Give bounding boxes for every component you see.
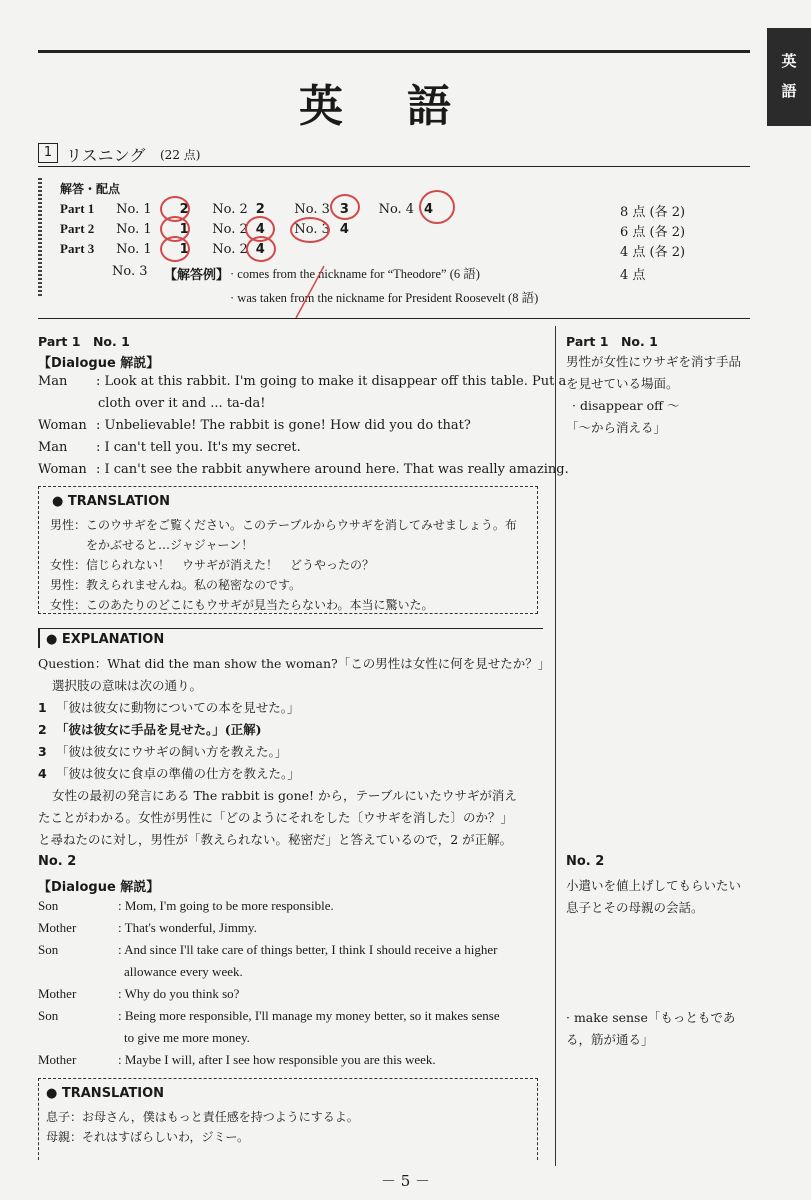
- dialogue-line: [38, 462, 569, 477]
- dialogue-line: [38, 1052, 436, 1068]
- side-note: 息子とその母親の会話。: [566, 900, 704, 915]
- choice-number: 4: [38, 766, 47, 781]
- translation-line: 女性：このあたりのどこにもウサギが見当たらないわ。本当に驚いた。: [50, 598, 434, 612]
- choice-correct: [38, 720, 262, 738]
- line-text: : Mom, I'm going to be more responsible.: [118, 898, 334, 913]
- side-vocab: 「～から消える」: [566, 420, 667, 435]
- answer-value: 1: [179, 222, 189, 237]
- side-heading: No. 2: [566, 854, 605, 869]
- speaker: Mother: [38, 1052, 77, 1067]
- translation-line: 男性：このウサギをご覧ください。このテーブルからウサギを消してみせましょう。布: [50, 518, 517, 532]
- example-answer-2: · was taken from the nickname for President Roosevelt (8 語): [230, 291, 539, 305]
- points-part2: 6 点 (各 2): [620, 225, 686, 240]
- answer-heading: 解答・配点: [60, 182, 121, 196]
- question-number: No. 1: [116, 222, 152, 237]
- page-title: 英 語: [299, 81, 461, 132]
- speaker: Man: [38, 374, 68, 389]
- top-rule: [38, 50, 750, 53]
- question-number: No. 2: [212, 222, 248, 237]
- choice-text: 「彼は彼女に食卓の準備の仕方を教えた。」: [56, 766, 300, 781]
- page-number: － 5 －: [380, 1172, 431, 1190]
- red-circle-mark: [330, 194, 360, 220]
- section-points: (22 点): [160, 148, 201, 162]
- answer-value: 4: [255, 222, 265, 237]
- question-number: No. 1: [116, 242, 152, 257]
- line-text: : Unbelievable! The rabbit is gone! How did you do that?: [96, 418, 471, 433]
- red-circle-mark: [160, 236, 190, 262]
- dialogue-line: [38, 440, 301, 455]
- line-text: : That's wonderful, Jimmy.: [118, 920, 257, 935]
- analysis-line: たことがわかる。女性が男性に「どのようにそれをした〔ウサギを消した〕のか？」: [38, 810, 514, 825]
- dialogue-line: [38, 986, 239, 1002]
- line-text: : I can't tell you. It's my secret.: [96, 440, 301, 455]
- speaker: Son: [38, 898, 59, 913]
- points-part3: 4 点 (各 2): [620, 245, 686, 260]
- speaker: Son: [38, 1008, 59, 1023]
- question-number: No. 2: [212, 202, 248, 217]
- choice-number: 2: [38, 722, 47, 737]
- explanation-rule: [38, 628, 543, 629]
- choice: [38, 698, 300, 716]
- speaker: Mother: [38, 986, 77, 1001]
- analysis-line: と尋ねたのに対し，男性が「教えられない。秘密だ」と答えているので，2 が正解。: [38, 832, 513, 847]
- analysis-line: 女性の最初の発言にある The rabbit is gone! から，テーブルにいたウサギが消え: [52, 788, 517, 803]
- explanation-corner: [38, 628, 40, 648]
- choice-number: 3: [38, 744, 47, 759]
- speaker: Woman: [38, 462, 87, 477]
- question-text: Question：What did the man show the woman?「この男性は女性に何を見せたか？」: [38, 656, 551, 671]
- speaker: Son: [38, 942, 59, 957]
- column-divider: [555, 326, 556, 1166]
- line-text: : Look at this rabbit. I'm going to make it disappear off this table. Put a: [96, 374, 567, 389]
- red-circle-mark: [419, 190, 455, 224]
- answer-block-bar: [38, 178, 42, 298]
- part1-dialogue-label: 【Dialogue 解説】: [38, 356, 160, 371]
- part-label: Part 1: [60, 201, 95, 216]
- question-number: No. 3: [294, 202, 330, 217]
- dialogue-line: [38, 1008, 500, 1024]
- speaker: Man: [38, 440, 68, 455]
- side-vocab: · make sense「もっともであ: [566, 1010, 736, 1025]
- choice-number: 1: [38, 700, 47, 715]
- choice-text: 「彼は彼女に手品を見せた。」(正解): [56, 722, 262, 737]
- speaker: Mother: [38, 920, 77, 935]
- no2-dialogue-label: 【Dialogue 解説】: [38, 880, 160, 895]
- line-continuation: to give me more money.: [124, 1030, 250, 1045]
- points-part1: 8 点 (各 2): [620, 205, 686, 220]
- line-text: : I can't see the rabbit anywhere around here. That was really amazing.: [96, 462, 569, 477]
- dialogue-line: [38, 898, 334, 914]
- translation-line: 母親：それはすばらしいわ，ジミー。: [46, 1130, 250, 1144]
- answer-value: 3: [339, 202, 349, 217]
- answer-value: 4: [424, 202, 434, 217]
- line-text: : And since I'll take care of things better, I think I should receive a higher: [118, 942, 498, 957]
- translation-title: ● TRANSLATION: [52, 494, 171, 509]
- line-continuation: allowance every week.: [124, 964, 243, 979]
- part3-no3-label: No. 3: [112, 264, 148, 279]
- translation-line: 男性：教えられませんね。私の秘密なのです。: [50, 578, 302, 592]
- translation-line: 息子：お母さん，僕はもっと責任感を持つようにするよ。: [46, 1110, 359, 1124]
- side-tab-char: 語: [781, 82, 797, 100]
- line-text: : Being more responsible, I'll manage my money better, so it makes sense: [118, 1008, 500, 1023]
- section-title: リスニング: [66, 146, 146, 165]
- red-circle-mark: [246, 236, 276, 262]
- side-heading: Part 1 No. 1: [566, 334, 658, 349]
- line-text: : Why do you think so?: [118, 986, 240, 1001]
- section-number: 1: [38, 143, 58, 163]
- part1-heading: Part 1 No. 1: [38, 334, 130, 349]
- answer-row-part1: [60, 201, 439, 217]
- answer-value: 4: [339, 222, 349, 237]
- section-rule: [38, 166, 750, 167]
- dialogue-line: [38, 942, 497, 958]
- answer-value: 2: [179, 202, 189, 217]
- part-label: Part 3: [60, 241, 95, 256]
- dialogue-line: [38, 418, 471, 433]
- choice: [38, 742, 287, 760]
- line-text: : Maybe I will, after I see how responsible you are this week.: [118, 1052, 436, 1067]
- question-number: No. 4: [378, 202, 415, 217]
- question-number: No. 3: [294, 222, 330, 237]
- translation-line: 女性：信じられない！ ウサギが消えた！ どうやったの？: [50, 558, 375, 572]
- choices-intro: 選択肢の意味は次の通り。: [52, 678, 203, 693]
- block-rule: [38, 318, 750, 319]
- answer-value: 4: [255, 242, 265, 257]
- side-note: 小遣いを値上げしてもらいたい: [566, 878, 742, 893]
- answer-value: 1: [179, 242, 189, 257]
- example-answer-label: 【解答例】: [164, 268, 230, 283]
- translation-title: ● TRANSLATION: [46, 1086, 165, 1101]
- example-answer-1: · comes from the nickname for “Theodore” (6 語): [230, 267, 480, 281]
- side-note: を見せている場面。: [566, 376, 679, 391]
- part-label: Part 2: [60, 221, 95, 236]
- no2-heading: No. 2: [38, 854, 77, 869]
- points-no3: 4 点: [620, 268, 646, 283]
- choice-text: 「彼は彼女にウサギの飼い方を教えた。」: [56, 744, 288, 759]
- side-vocab: る，筋が通る」: [566, 1032, 654, 1047]
- answer-value: 2: [255, 202, 265, 217]
- red-pen-stroke: [290, 262, 330, 322]
- question-number: No. 1: [116, 202, 152, 217]
- dialogue-line: [38, 920, 257, 936]
- translation-line: をかぶせると…ジャジャーン！: [50, 538, 254, 552]
- choice: [38, 764, 300, 782]
- side-tab-char: 英: [781, 52, 797, 70]
- speaker: Woman: [38, 418, 87, 433]
- choice-text: 「彼は彼女に動物についての本を見せた。」: [56, 700, 300, 715]
- side-note: 男性が女性にウサギを消す手品: [566, 354, 742, 369]
- explanation-title: ● EXPLANATION: [46, 632, 165, 647]
- subject-side-tab: [767, 28, 811, 126]
- side-vocab: · disappear off ～: [572, 398, 680, 413]
- red-circle-mark: [290, 217, 330, 243]
- dialogue-line: [38, 374, 566, 389]
- line-continuation: cloth over it and ... ta-da!: [98, 396, 266, 411]
- question-number: No. 2: [212, 242, 248, 257]
